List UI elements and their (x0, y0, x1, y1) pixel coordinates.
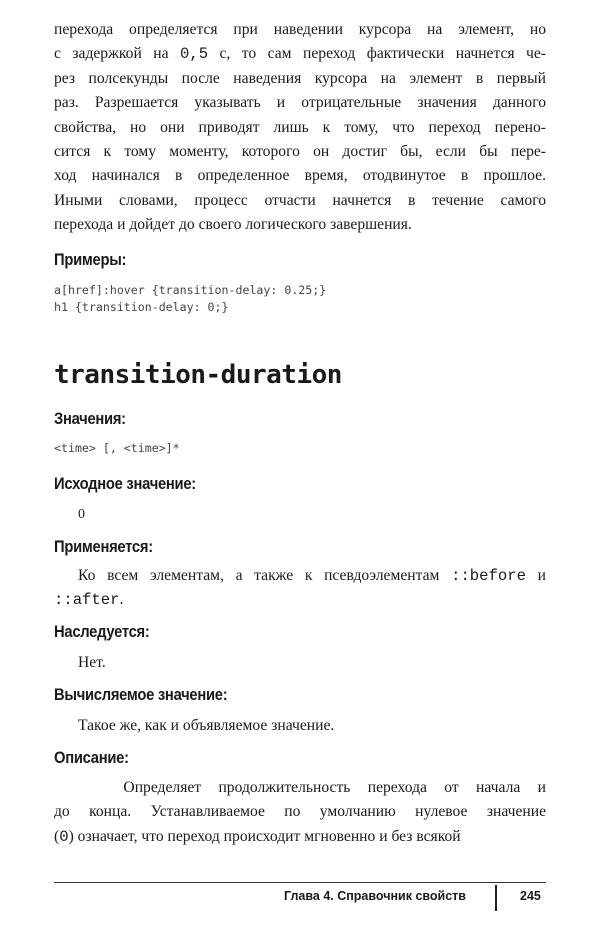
page-number: 245 (520, 889, 541, 903)
applies-to-heading: Применяется: (54, 538, 153, 556)
property-title: transition-duration (54, 360, 342, 390)
intro-text: раз. Разрешается указывать и отрицательные значения данного (54, 94, 546, 112)
intro-line (54, 213, 546, 237)
computed-value-heading: Вычисляемое значение: (54, 686, 228, 704)
intro-text: свойства, но они приводят лишь к тому, что переход перено- (54, 118, 546, 136)
footer-rule (54, 882, 546, 883)
intro-code-value: 0,5 (179, 45, 209, 64)
intro-text: с, то сам переход фактически начнется че- (208, 45, 546, 63)
footer-divider (495, 885, 497, 911)
initial-value: 0 (78, 507, 85, 522)
intro-line (54, 42, 546, 66)
footer-chapter: Глава 4. Справочник свойств (284, 889, 466, 903)
computed-value: Такое же, как и объявляемое значение. (78, 717, 335, 734)
intro-text: Иными словами, процесс отчасти начнется в течение самого (54, 191, 546, 209)
inherited-value: Нет. (78, 654, 106, 671)
inherited-heading: Наследуется: (54, 623, 150, 641)
values-syntax: <time> [, <time>]* (54, 441, 180, 455)
values-heading: Значения: (54, 410, 126, 428)
description-text: до конца. Устанавливаемое по умолчанию нулевое значение (54, 803, 546, 821)
description-text: Определяет продолжительность перехода от начала и (54, 779, 546, 796)
description-paragraph (54, 776, 546, 849)
code-example-line-2: h1 {transition-delay: 0;} (54, 300, 229, 314)
applies-to-dot: . (119, 591, 124, 609)
intro-line (54, 189, 546, 213)
intro-line (54, 116, 546, 140)
description-line (54, 825, 546, 849)
after-pseudo: ::after (54, 591, 120, 610)
description-line (54, 800, 546, 824)
intro-line (54, 164, 546, 188)
intro-line (54, 140, 546, 164)
before-pseudo: ::before (451, 567, 526, 585)
intro-line (54, 18, 546, 42)
intro-text: перехода определяется при наведении курсора на элемент, но (54, 21, 546, 38)
intro-text: с задержкой на (54, 45, 180, 63)
intro-line (54, 67, 546, 91)
description-line (54, 776, 546, 800)
intro-text: перехода и дойдет до своего логического завершения. (54, 216, 412, 234)
intro-text: ход начинался в определенное время, отодвинутое в прошлое. (54, 167, 546, 185)
intro-text: рез полсекунды после наведения курсора на элемент в первый (54, 69, 546, 87)
examples-heading: Примеры: (54, 251, 127, 269)
description-text: ) означает, что переход происходит мгновенно и без всякой (68, 827, 461, 845)
intro-line (54, 91, 546, 115)
description-heading: Описание: (54, 749, 129, 767)
description-code-value: 0 (59, 827, 69, 846)
applies-to-and: и (525, 567, 546, 584)
initial-value-heading: Исходное значение: (54, 475, 196, 493)
intro-paragraph (54, 18, 546, 238)
description-text: ( (54, 827, 60, 845)
applies-to-text (54, 564, 546, 613)
intro-text: сится к тому моменту, которого он достиг бы, если бы пере- (54, 143, 546, 161)
code-example-line-1: a[href]:hover {transition-delay: 0.25;} (54, 283, 327, 297)
applies-to-prefix: Ко всем элементам, а также к псевдоэлементам (78, 567, 452, 584)
